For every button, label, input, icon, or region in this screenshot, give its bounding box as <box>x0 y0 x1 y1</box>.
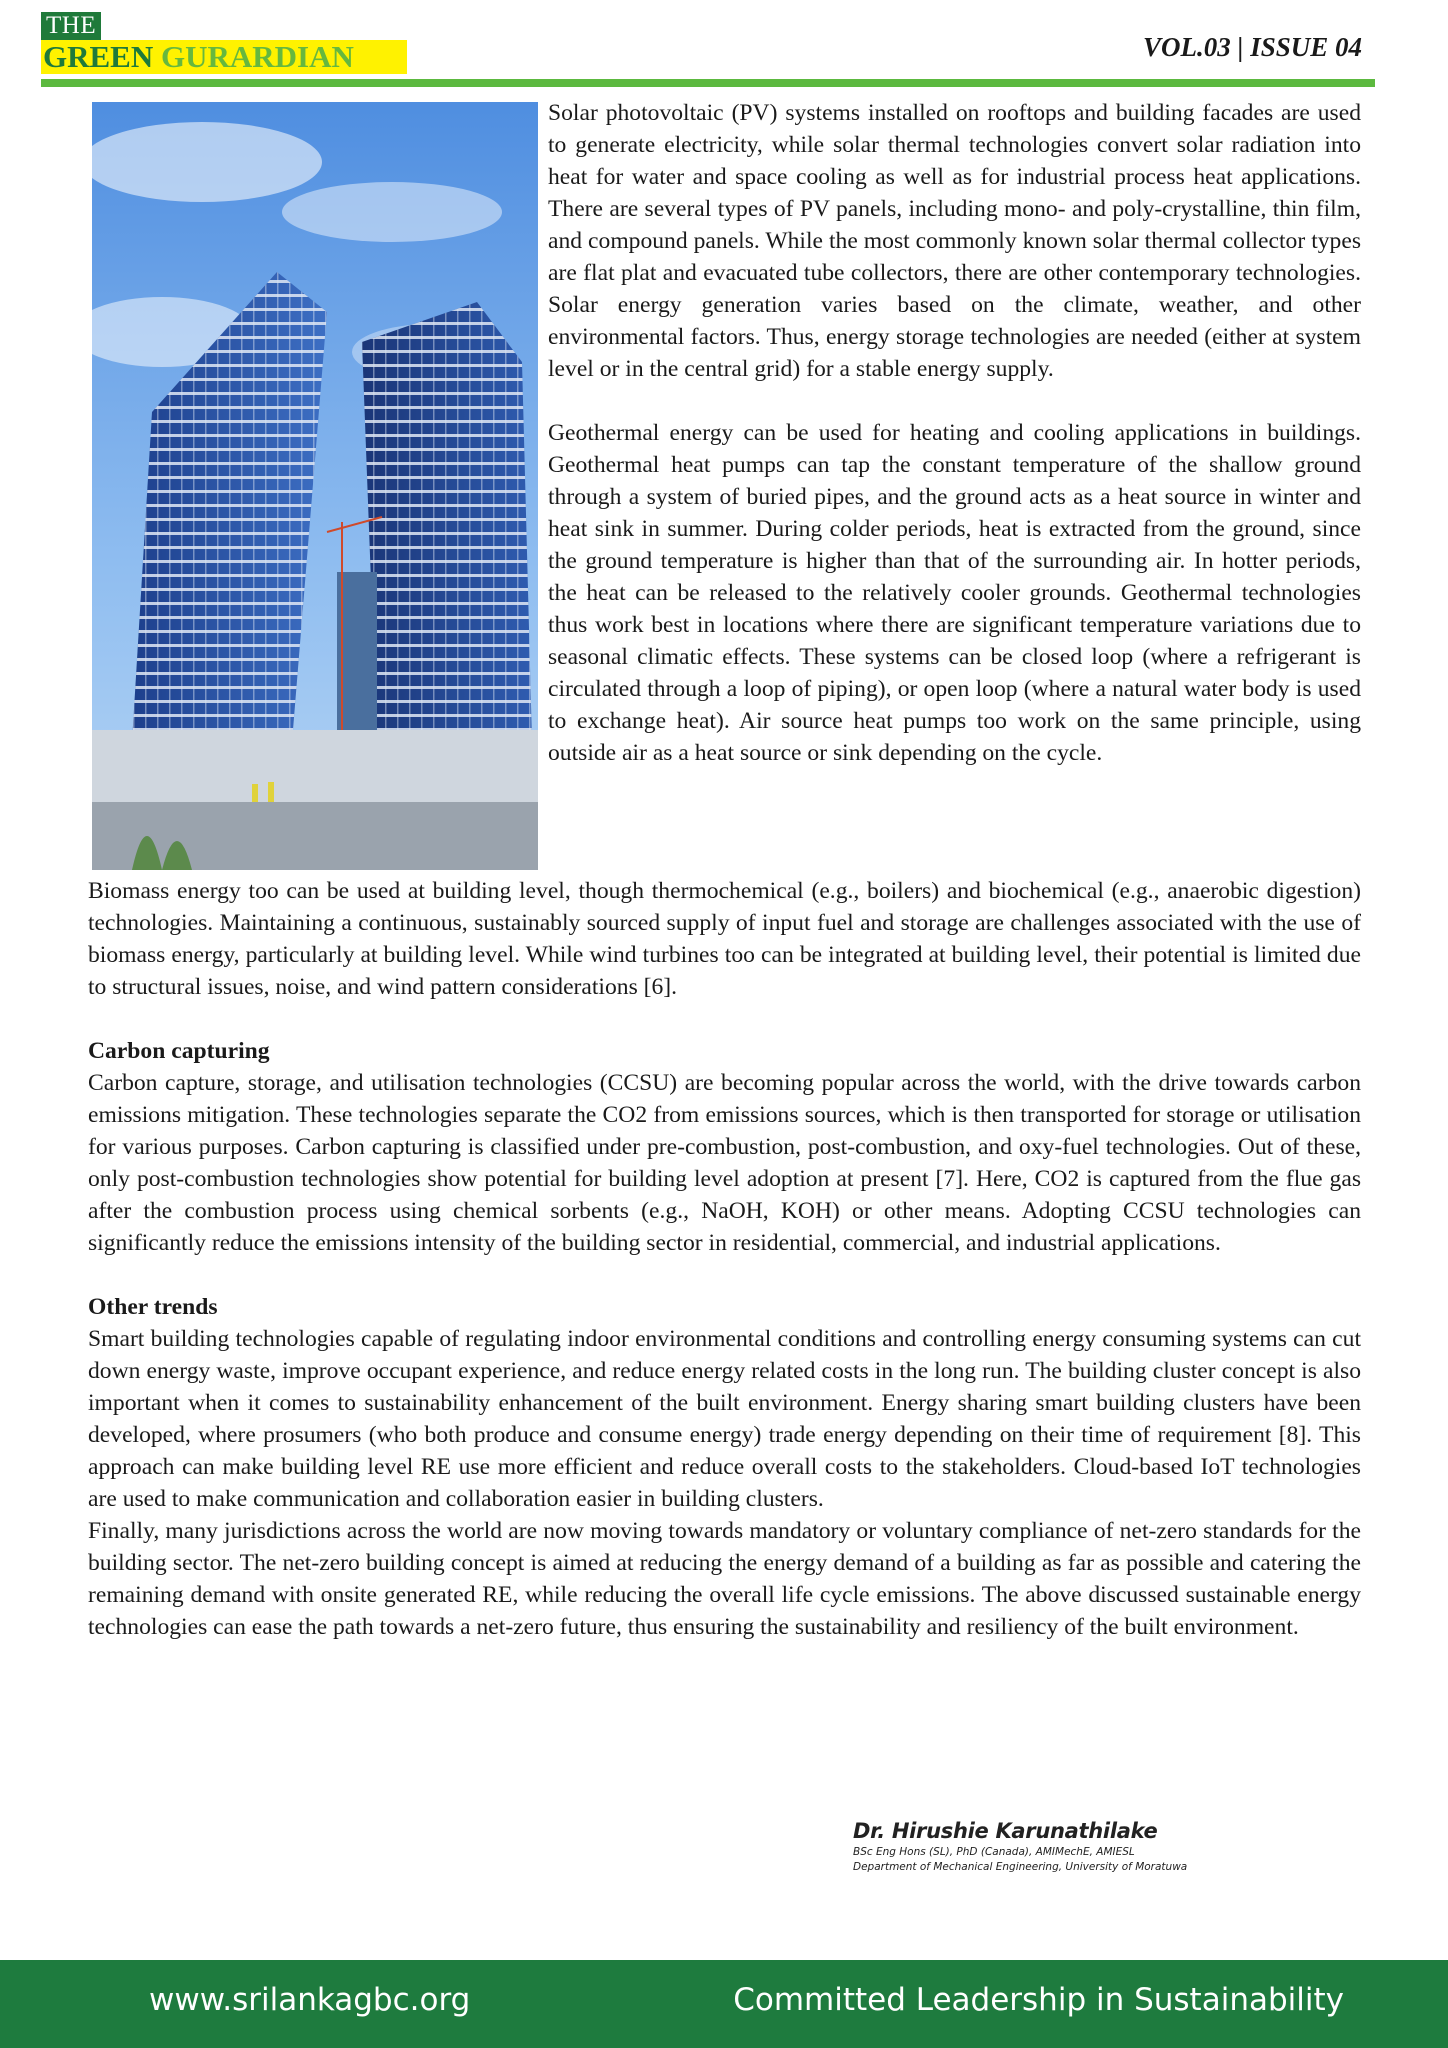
para-trends: Smart building technologies capable of regulating indoor environmental conditions and controlling energy consuming systems can cut down energy waste, improve occupant experience, and reduce energy related costs in the long run. The building cluster concept is also important when it comes to sustainability enhancement of the built environment. Energy sharing smart building clusters have been developed, where prosumers (who both produce and consume energy) trade energy depending on their time of requirement [8]. This approach can make building level RE use more efficient and reduce overall costs to the stakeholders. Cloud-based IoT technologies are used to make communication and collaboration easier in building clusters. <box>88 1326 1361 1512</box>
heading-carbon-capturing: Carbon capturing <box>88 1038 270 1064</box>
footer-bar <box>0 1960 1448 2048</box>
footer-tagline: Committed Leadership in Sustainability <box>733 1982 1344 2018</box>
para-geothermal: Geothermal energy can be used for heating and cooling applications in buildings. Geothermal heat pumps can tap the constant temperature of the shallow ground through a system of buried pipes, and the ground acts as a heat source in winter and heat sink in summer. During colder periods, heat is extracted from the ground, since the ground temperature is higher than that of the surrounding air. In hotter periods, the heat can be released to the relatively cooler grounds. Geothermal technologies thus work best in locations where there are significant temperature variations due to seasonal climatic effects. These systems can be closed loop (where a refrigerant is circulated through a loop of piping), or open loop (where a natural water body is used to exchange heat). Air source heat pumps too work on the same principle, using outside air as a heat source or sink depending on the cycle. <box>548 420 1361 766</box>
masthead-guardian: GURARDIAN <box>161 39 354 74</box>
author-affiliation: Department of Mechanical Engineering, University of Moratuwa <box>853 1861 1188 1873</box>
author-signature <box>853 1819 1187 1873</box>
author-name: Dr. Hirushie Karunathilake <box>853 1819 1158 1843</box>
building-photo <box>92 102 538 870</box>
article-main-column <box>88 875 1361 1643</box>
footer-website-link[interactable]: www.srilankagbc.org <box>149 1982 471 2018</box>
issue-label: VOL.03 | ISSUE 04 <box>1143 32 1362 62</box>
masthead-the: THE <box>41 12 101 40</box>
header-rule <box>41 79 1375 87</box>
masthead-green: GREEN <box>43 39 154 74</box>
para-biomass: Biomass energy too can be used at building level, though thermochemical (e.g., boilers) and biochemical (e.g., anaerobic digestion) technologies. Maintaining a continuous, sustainably sourced supply of input fuel and storage are challenges associated with the use of biomass energy, particularly at building level. While wind turbines too can be integrated at building level, their potential is limited due to structural issues, noise, and wind pattern considerations [6]. <box>88 878 1361 1000</box>
author-credentials: BSc Eng Hons (SL), PhD (Canada), AMIMechE, AMIESL <box>853 1846 1135 1858</box>
para-solar: Solar photovoltaic (PV) systems installed on rooftops and building facades are used to generate electricity, while solar thermal technologies convert solar radiation into heat for water and space cooling as well as for industrial process heat applications. There are several types of PV panels, including mono- and poly-crystalline, thin film, and compound panels. While the most commonly known solar thermal collector types are flat plat and evacuated tube collectors, there are other contemporary technologies. Solar energy generation varies based on the climate, weather, and other environmental factors. Thus, energy storage technologies are needed (either at system level or in the central grid) for a stable energy supply. <box>548 100 1361 382</box>
masthead-logo <box>41 12 407 74</box>
heading-other-trends: Other trends <box>88 1294 218 1320</box>
photo-twin-skyscrapers-icon <box>92 102 538 870</box>
para-carbon: Carbon capture, storage, and utilisation technologies (CCSU) are becoming popular across the world, with the drive towards carbon emissions mitigation. These technologies separate the CO2 from emissions sources, which is then transported for storage or utilisation for various purposes. Carbon capturing is classified under pre-combustion, post-combustion, and oxy-fuel technologies. Out of these, only post-combustion technologies show potential for building level adoption at present [7]. Here, CO2 is captured from the flue gas after the combustion process using chemical sorbents (e.g., NaOH, KOH) or other means. Adopting CCSU technologies can significantly reduce the emissions intensity of the building sector in residential, commercial, and industrial applications. <box>88 1070 1361 1256</box>
masthead-title <box>41 40 407 74</box>
para-final: Finally, many jurisdictions across the world are now moving towards mandatory or voluntary compliance of net-zero standards for the building sector. The net-zero building concept is aimed at reducing the energy demand of a building as far as possible and catering the remaining demand with onsite generated RE, while reducing the overall life cycle emissions. The above discussed sustainable energy technologies can ease the path towards a net-zero future, thus ensuring the sustainability and resiliency of the built environment. <box>88 1518 1361 1640</box>
article-top-column <box>548 97 1361 769</box>
